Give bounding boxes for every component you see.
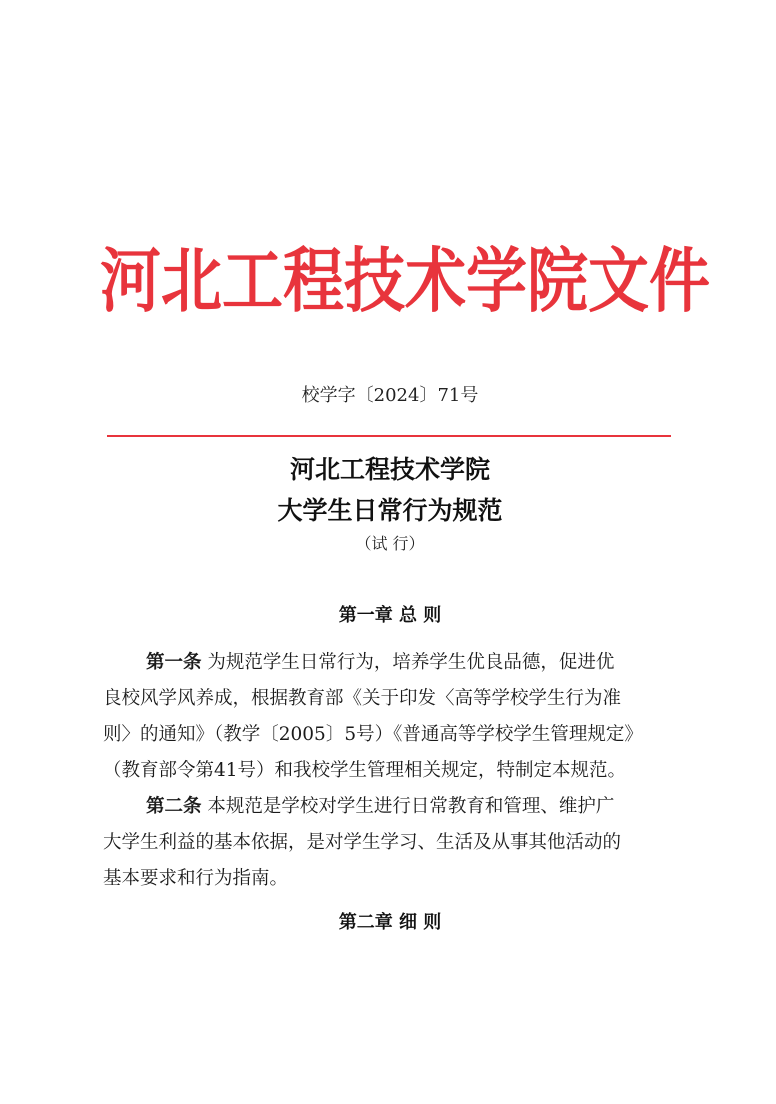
- document-masthead: 河北工程技术学院文件: [100, 240, 711, 323]
- article-1-line-1: [146, 650, 691, 676]
- title-line-1: 河北工程技术学院: [289, 455, 490, 484]
- article-2-line-3: 基本要求和行为指南。: [103, 868, 289, 889]
- red-divider-rule: [107, 435, 671, 437]
- chapter-1-heading: 第一章 总 则: [338, 605, 442, 626]
- document-number: 校学字〔2024〕71号: [301, 385, 479, 406]
- article-1-line-2: 良校风学风养成，根据教育部《关于印发〈高等学校学生行为准: [103, 688, 622, 709]
- title-note: （试 行）: [355, 534, 425, 553]
- article-2-label: 第二条: [146, 796, 202, 817]
- article-1-line-3: 则〉的通知》（教学〔2005〕5号）《普通高等学校学生管理规定》: [103, 724, 643, 745]
- article-1-label: 第一条: [146, 652, 202, 673]
- chapter-2-heading: 第二章 细 则: [338, 912, 442, 933]
- article-2-line-2: 大学生利益的基本依据，是对学生学习、生活及从事其他活动的: [103, 832, 622, 853]
- article-2-line-1: [146, 794, 691, 820]
- article-1-line-4: （教育部令第41号）和我校学生管理相关规定，特制定本规范。: [103, 760, 627, 781]
- title-line-2: 大学生日常行为规范: [277, 496, 503, 525]
- article-2-text-1: 本规范是学校对学生进行日常教育和管理、维护广: [207, 796, 615, 817]
- article-1-text-1: 为规范学生日常行为，培养学生优良品德，促进优: [207, 652, 615, 673]
